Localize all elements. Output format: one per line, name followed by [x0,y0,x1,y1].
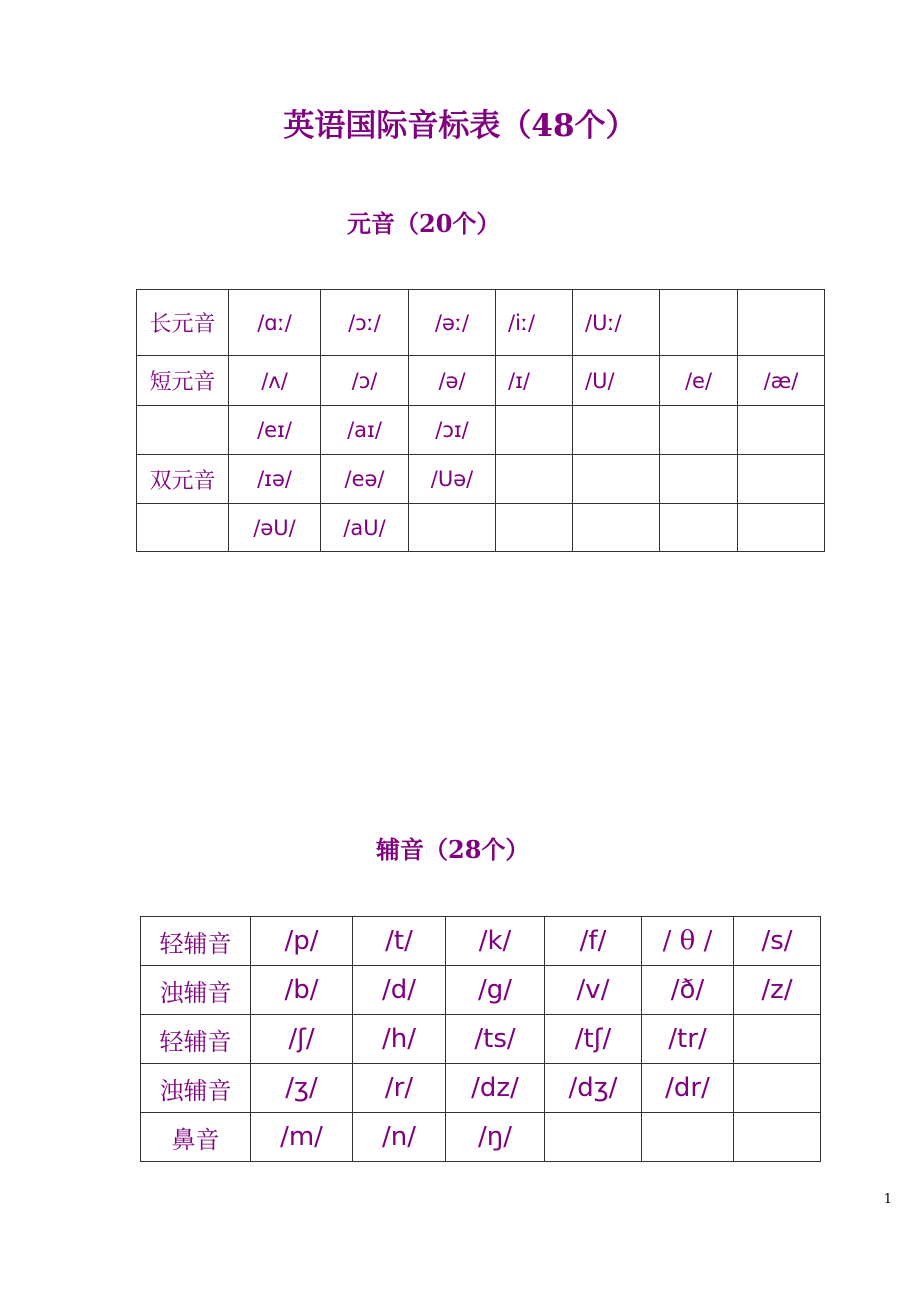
phonetic-cell [660,455,738,504]
phonetic-cell [545,1113,642,1162]
vowel-table [136,289,825,552]
phonetic-cell [734,1064,821,1113]
phonetic-cell: /ɔɪ/ [409,406,496,455]
phonetic-cell [573,455,660,504]
phonetic-cell: /ɑː/ [229,290,321,356]
phonetic-cell: /Uː/ [573,290,660,356]
phonetic-cell [496,504,573,552]
phonetic-cell [660,504,738,552]
phonetic-cell: /e/ [660,356,738,406]
phonetic-cell: /n/ [353,1113,446,1162]
row-label [137,504,229,552]
phonetic-cell: /ʒ/ [251,1064,353,1113]
phonetic-cell: /aɪ/ [321,406,409,455]
phonetic-cell [660,290,738,356]
phonetic-cell [738,290,825,356]
phonetic-cell: /s/ [734,917,821,966]
phonetic-cell: /əU/ [229,504,321,552]
table-row [137,455,825,504]
row-label: 鼻音 [141,1113,251,1162]
phonetic-cell: /b/ [251,966,353,1015]
table-row [137,290,825,356]
phonetic-cell [642,1113,734,1162]
phonetic-cell [573,504,660,552]
phonetic-cell: /ɪə/ [229,455,321,504]
phonetic-cell: /ɪ/ [496,356,573,406]
vowels-heading: 元音（20个） [347,209,501,238]
phonetic-cell: /ts/ [446,1015,545,1064]
phonetic-cell: /ʃ/ [251,1015,353,1064]
phonetic-cell: /h/ [353,1015,446,1064]
row-label: 短元音 [137,356,229,406]
table-row [141,1015,821,1064]
phonetic-cell: /dʒ/ [545,1064,642,1113]
consonant-table [140,916,821,1162]
phonetic-cell [496,455,573,504]
phonetic-cell: /t/ [353,917,446,966]
row-label: 浊辅音 [141,966,251,1015]
table-row [141,1113,821,1162]
row-label: 双元音 [137,455,229,504]
phonetic-cell: /dz/ [446,1064,545,1113]
phonetic-cell: /dr/ [642,1064,734,1113]
phonetic-cell: /eə/ [321,455,409,504]
phonetic-cell [738,504,825,552]
table-row [141,966,821,1015]
phonetic-cell [734,1015,821,1064]
phonetic-cell: /iː/ [496,290,573,356]
phonetic-cell: /d/ [353,966,446,1015]
phonetic-cell: /aU/ [321,504,409,552]
phonetic-cell [496,406,573,455]
table-row [141,1064,821,1113]
row-label: 长元音 [137,290,229,356]
phonetic-cell: /tʃ/ [545,1015,642,1064]
table-row [141,917,821,966]
row-label: 轻辅音 [141,1015,251,1064]
phonetic-cell: /f/ [545,917,642,966]
phonetic-cell: /ʌ/ [229,356,321,406]
phonetic-cell: /ð/ [642,966,734,1015]
phonetic-cell [660,406,738,455]
table-row [137,356,825,406]
phonetic-cell: / θ / [642,917,734,966]
phonetic-cell: /r/ [353,1064,446,1113]
phonetic-cell: /z/ [734,966,821,1015]
row-label [137,406,229,455]
page-number: 1 [883,1192,892,1207]
row-label: 轻辅音 [141,917,251,966]
phonetic-cell [738,406,825,455]
consonants-heading: 辅音（28个） [376,835,530,864]
phonetic-cell: /g/ [446,966,545,1015]
phonetic-cell: /ɔ/ [321,356,409,406]
phonetic-cell: /eɪ/ [229,406,321,455]
phonetic-cell: /ə/ [409,356,496,406]
phonetic-cell: /U/ [573,356,660,406]
phonetic-cell: /ɔː/ [321,290,409,356]
row-label: 浊辅音 [141,1064,251,1113]
phonetic-cell [738,455,825,504]
page-title: 英语国际音标表（48个） [283,108,637,144]
phonetic-cell: /ŋ/ [446,1113,545,1162]
phonetic-cell [573,406,660,455]
phonetic-cell: /m/ [251,1113,353,1162]
phonetic-cell: /v/ [545,966,642,1015]
phonetic-cell: /əː/ [409,290,496,356]
phonetic-cell [409,504,496,552]
table-row [137,504,825,552]
phonetic-cell: /Uə/ [409,455,496,504]
phonetic-cell: /æ/ [738,356,825,406]
phonetic-cell [734,1113,821,1162]
phonetic-cell: /p/ [251,917,353,966]
table-row [137,406,825,455]
phonetic-cell: /k/ [446,917,545,966]
phonetic-cell: /tr/ [642,1015,734,1064]
